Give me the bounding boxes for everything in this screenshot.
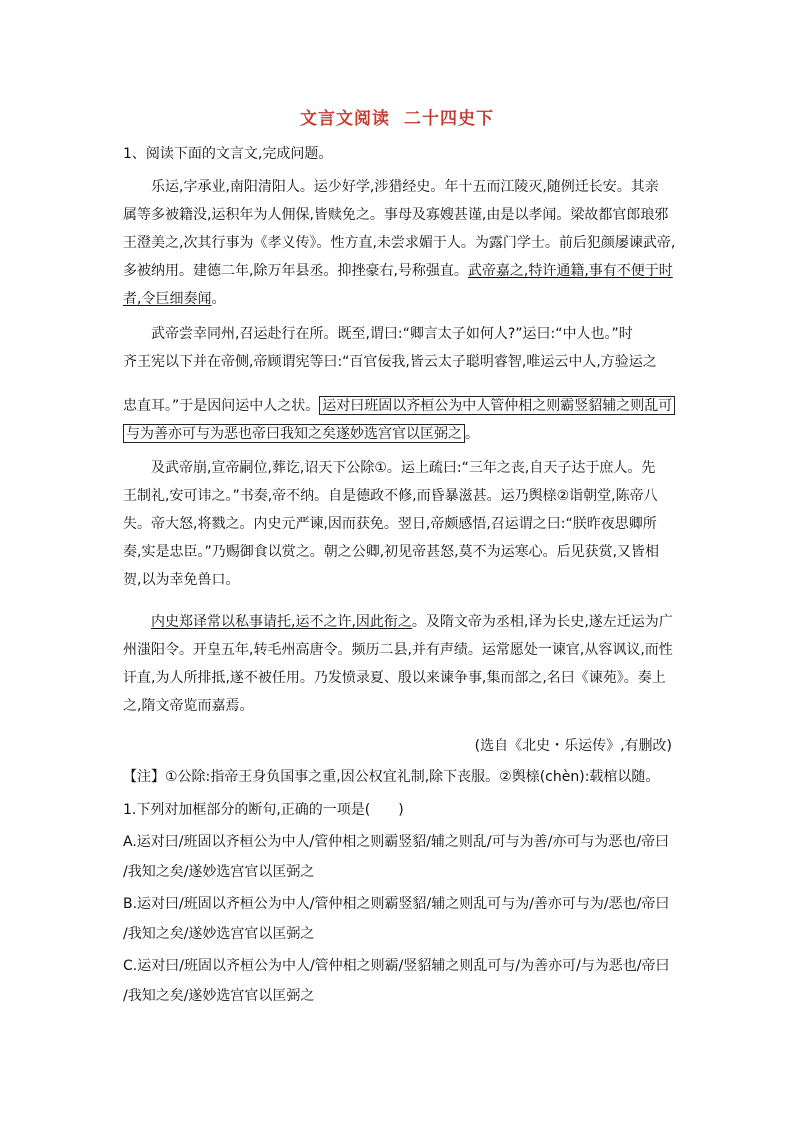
passage-line: 忠直耳。”于是因问运中人之状。 运对曰班固以齐桓公为中人管仲相之则霸竖貂辅之则乱可 bbox=[123, 396, 675, 416]
passage-line: 王制礼,安可讳之。”书奏,帝不纳。自是德政不修,而昏暴滋甚。运乃舆榇②诣朝堂,陈帝八 bbox=[123, 488, 658, 504]
underlined-sentence: 内史郑译常以私事请托,运不之许,因此衔之 bbox=[151, 614, 412, 630]
passage-line: 者,令巨细奏闻。 bbox=[123, 291, 226, 307]
annotation-note: 【注】①公除:指帝王身负国事之重,因公权宜礼制,除下丧服。②舆榇(chèn):载棺以随。 bbox=[123, 769, 660, 785]
option-a: A.运对曰/班固以齐桓公为中人/管仲相之则霸竖貂/辅之则乱/可与为善/亦可与为恶也/帝曰 bbox=[123, 834, 670, 850]
passage-line: 贺,以为幸免兽口。 bbox=[123, 572, 240, 588]
passage-line: 武帝尝幸同州,召运赴行在所。既至,谓曰:“卿言太子如何人?”运曰:“中人也。”时 bbox=[151, 326, 633, 342]
passage-line: 乐运,字承业,南阳清阳人。运少好学,涉猎经史。年十五而江陵灭,随例迁长安。其亲 bbox=[151, 179, 659, 195]
passage-line: 之,隋文帝览而嘉焉。 bbox=[123, 698, 254, 714]
underlined-sentence: 武帝嘉之,特许通籍,事有不便于时 bbox=[467, 263, 673, 279]
passage-line: 属等多被籍没,运积年为人佣保,皆赎免之。事母及寡嫂甚谨,由是以孝闻。梁故都官郎琅邪 bbox=[123, 207, 669, 223]
source-citation: (选自《北史・乐运传》,有删改) bbox=[474, 738, 672, 754]
passage-line: 王澄美之,次其行事为《孝义传》。性方直,未尝求媚于人。为露门学士。前后犯颜屡谏武帝, bbox=[123, 235, 676, 251]
passage-line: 州滍阳令。开皇五年,转毛州高唐令。频历二县,并有声绩。运常愿处一谏官,从容讽议,而性 bbox=[123, 642, 673, 658]
option-b: B.运对曰/班固以齐桓公为中人/管仲相之则霸竖貂/辅之则乱可与为/善亦可与为/恶也/帝曰 bbox=[123, 896, 670, 912]
passage-line: 齐王宪以下并在帝侧,帝顾谓宪等曰:“百官佞我,皆云太子聪明睿智,唯运云中人,方验运之 bbox=[123, 354, 657, 370]
question-intro: 1、阅读下面的文言文,完成问题。 bbox=[123, 146, 333, 162]
passage-line: 多被纳用。建德二年,除万年县丞。抑挫豪右,号称强直。武帝嘉之,特许通籍,事有不便于时 bbox=[123, 263, 673, 279]
option-c: C.运对曰/班固以齐桓公为中人/管仲相之则霸/竖貂辅之则乱可与/为善亦可/与为恶也/帝曰 bbox=[123, 958, 670, 974]
question-stem: 1.下列对加框部分的断句,正确的一项是( ) bbox=[123, 802, 404, 818]
boxed-passage: 运对曰班固以齐桓公为中人管仲相之则霸竖貂辅之则乱可 bbox=[319, 396, 675, 415]
title-main: 文言文阅读 bbox=[300, 109, 390, 129]
boxed-passage: 与为善亦可与为恶也帝曰我知之矣遂妙选宫官以匡弼之 bbox=[123, 424, 465, 443]
title-sub: 二十四史下 bbox=[404, 109, 494, 129]
option-c-cont: /我知之矣/遂妙选宫官以匡弼之 bbox=[123, 988, 315, 1004]
option-b-cont: /我知之矣/遂妙选宫官以匡弼之 bbox=[123, 926, 315, 942]
underlined-sentence: 者,令巨细奏闻 bbox=[123, 291, 212, 307]
option-a-cont: /我知之矣/遂妙选宫官以匡弼之 bbox=[123, 864, 315, 880]
passage-line: 讦直,为人所排抵,遂不被任用。乃发愤录夏、殷以来谏争事,集而部之,名曰《谏苑》。奏上 bbox=[123, 670, 666, 686]
passage-line: 失。帝大怒,将戮之。内史元严谏,因而获免。翌日,帝颇感悟,召运谓之曰:“朕昨夜思卿所 bbox=[123, 516, 657, 532]
passage-line: 及武帝崩,宣帝嗣位,葬讫,诏天下公除①。运上疏曰:“三年之丧,自天子达于庶人。先 bbox=[151, 460, 656, 476]
passage-line: 奏,实是忠臣。”乃赐御食以赏之。朝之公卿,初见帝甚怒,莫不为运寒心。后见获赏,又皆相 bbox=[123, 544, 660, 560]
page-title bbox=[0, 104, 794, 129]
passage-line: 与为善亦可与为恶也帝曰我知之矣遂妙选宫官以匡弼之 。 bbox=[123, 424, 479, 444]
passage-line: 内史郑译常以私事请托,运不之许,因此衔之。及隋文帝为丞相,译为长史,遂左迁运为广 bbox=[151, 614, 673, 630]
